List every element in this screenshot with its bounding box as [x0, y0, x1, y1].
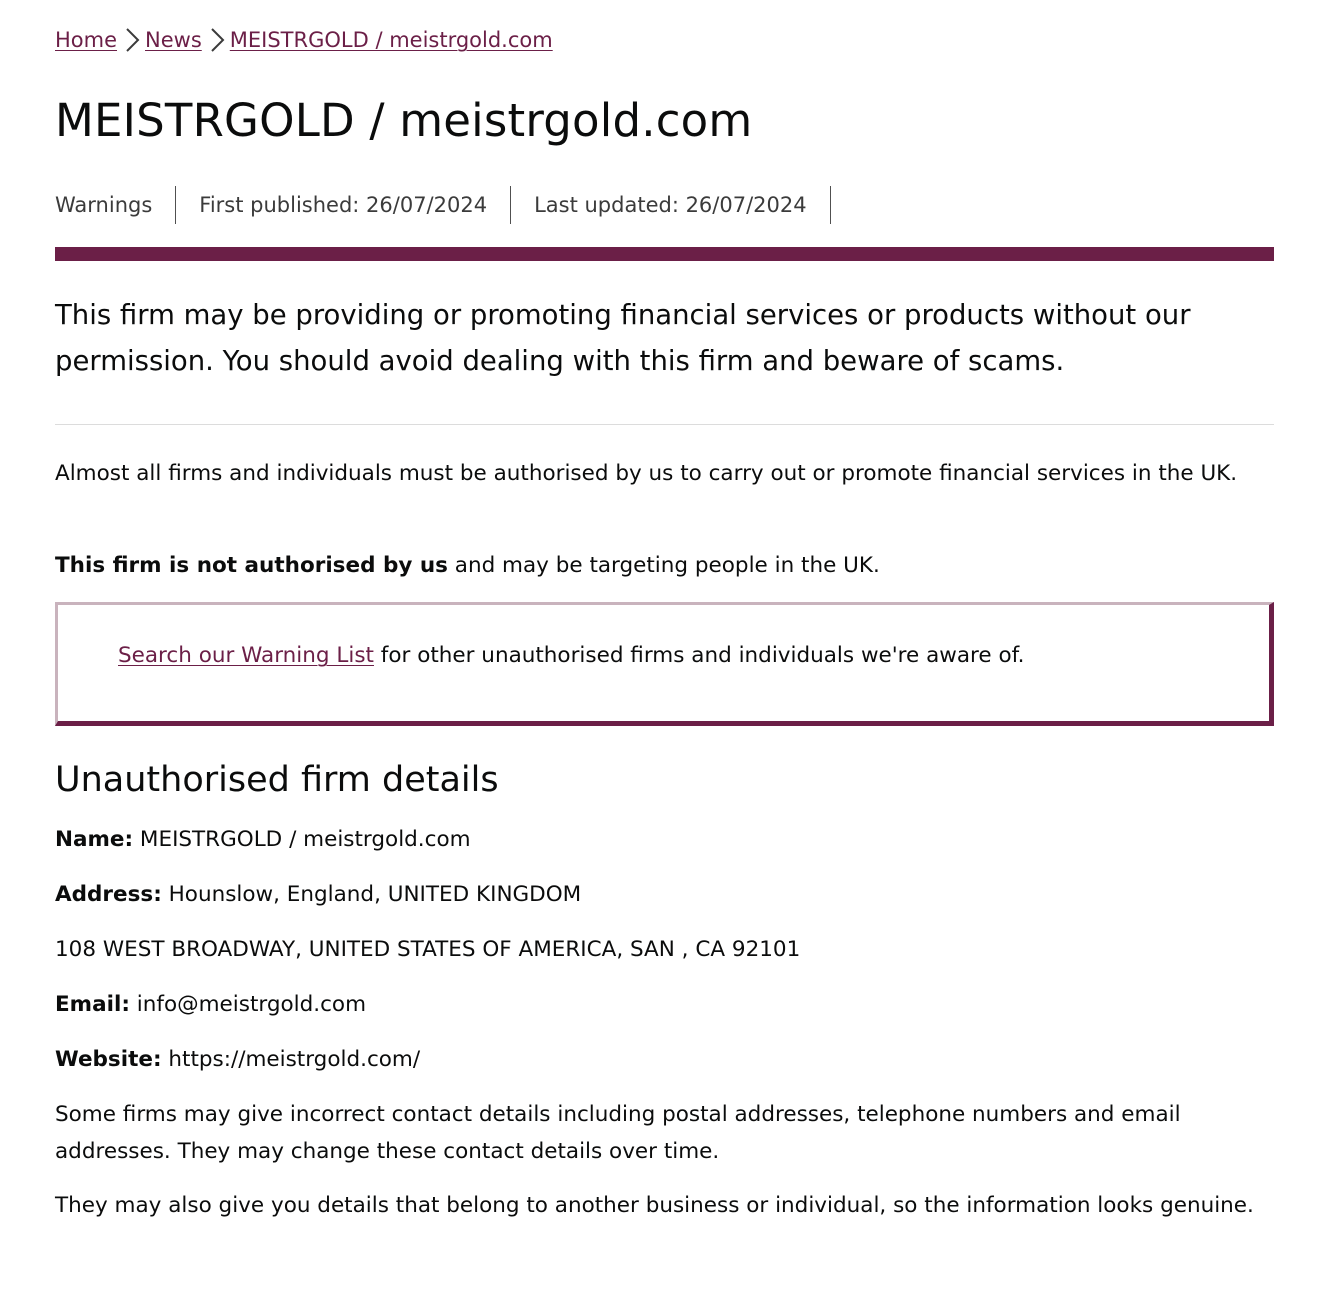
- not-authorised-paragraph: [55, 547, 1274, 584]
- callout-text: [118, 637, 1024, 674]
- not-authorised-bold: This firm is not authorised by us: [55, 553, 448, 578]
- detail-address-value: Hounslow, England, UNITED KINGDOM: [161, 882, 582, 907]
- breadcrumb: [55, 26, 553, 54]
- detail-address-label: Address:: [55, 882, 162, 907]
- warning-lead: This firm may be providing or promoting financial services or products without our permission. You should avoid dealing with this firm and beware of scams.: [55, 299, 1191, 377]
- detail-name: [55, 821, 471, 858]
- firm-details-heading: Unauthorised firm details: [55, 760, 499, 800]
- search-warning-list-link[interactable]: Search our Warning List: [118, 643, 374, 668]
- incorrect-details-paragraph: Some firms may give incorrect contact details including postal addresses, telephone numbers and email addresses. They may change these contact details over time.: [55, 1102, 1181, 1164]
- detail-email-value: info@meistrgold.com: [129, 992, 367, 1017]
- breadcrumb-home-link[interactable]: Home: [55, 28, 118, 52]
- meta-first-published: First published: 26/07/2024: [176, 186, 511, 224]
- detail-name-value: MEISTRGOLD / meistrgold.com: [133, 827, 471, 852]
- meta-category: Warnings: [55, 186, 176, 224]
- detail-website-label: Website:: [55, 1047, 162, 1072]
- not-authorised-rest: and may be targeting people in the UK.: [447, 553, 880, 578]
- title-divider: [55, 247, 1274, 261]
- detail-website-value: https://meistrgold.com/: [161, 1047, 421, 1072]
- breadcrumb-current-link[interactable]: MEISTRGOLD / meistrgold.com: [229, 28, 553, 52]
- detail-email-label: Email:: [55, 992, 130, 1017]
- warning-list-callout: [55, 602, 1274, 726]
- other-business-paragraph: They may also give you details that belong to another business or individual, so the information looks genuine.: [55, 1193, 1254, 1218]
- article-meta: [55, 186, 831, 224]
- chevron-right-icon: [206, 26, 228, 54]
- detail-address-line2: 108 WEST BROADWAY, UNITED STATES OF AMERICA, SAN , CA 92101: [55, 937, 801, 962]
- callout-rest: for other unauthorised firms and individuals we're aware of.: [373, 643, 1025, 668]
- detail-address: [55, 876, 581, 913]
- breadcrumb-news-link[interactable]: News: [145, 28, 202, 52]
- section-divider: [55, 424, 1274, 425]
- chevron-right-icon: [121, 26, 143, 54]
- detail-name-label: Name:: [55, 827, 134, 852]
- detail-email: [55, 986, 366, 1023]
- detail-website: [55, 1041, 420, 1078]
- meta-last-updated: Last updated: 26/07/2024: [511, 186, 831, 224]
- page-title: MEISTRGOLD / meistrgold.com: [55, 94, 753, 147]
- intro-paragraph: Almost all firms and individuals must be authorised by us to carry out or promote financial services in the UK.: [55, 461, 1238, 486]
